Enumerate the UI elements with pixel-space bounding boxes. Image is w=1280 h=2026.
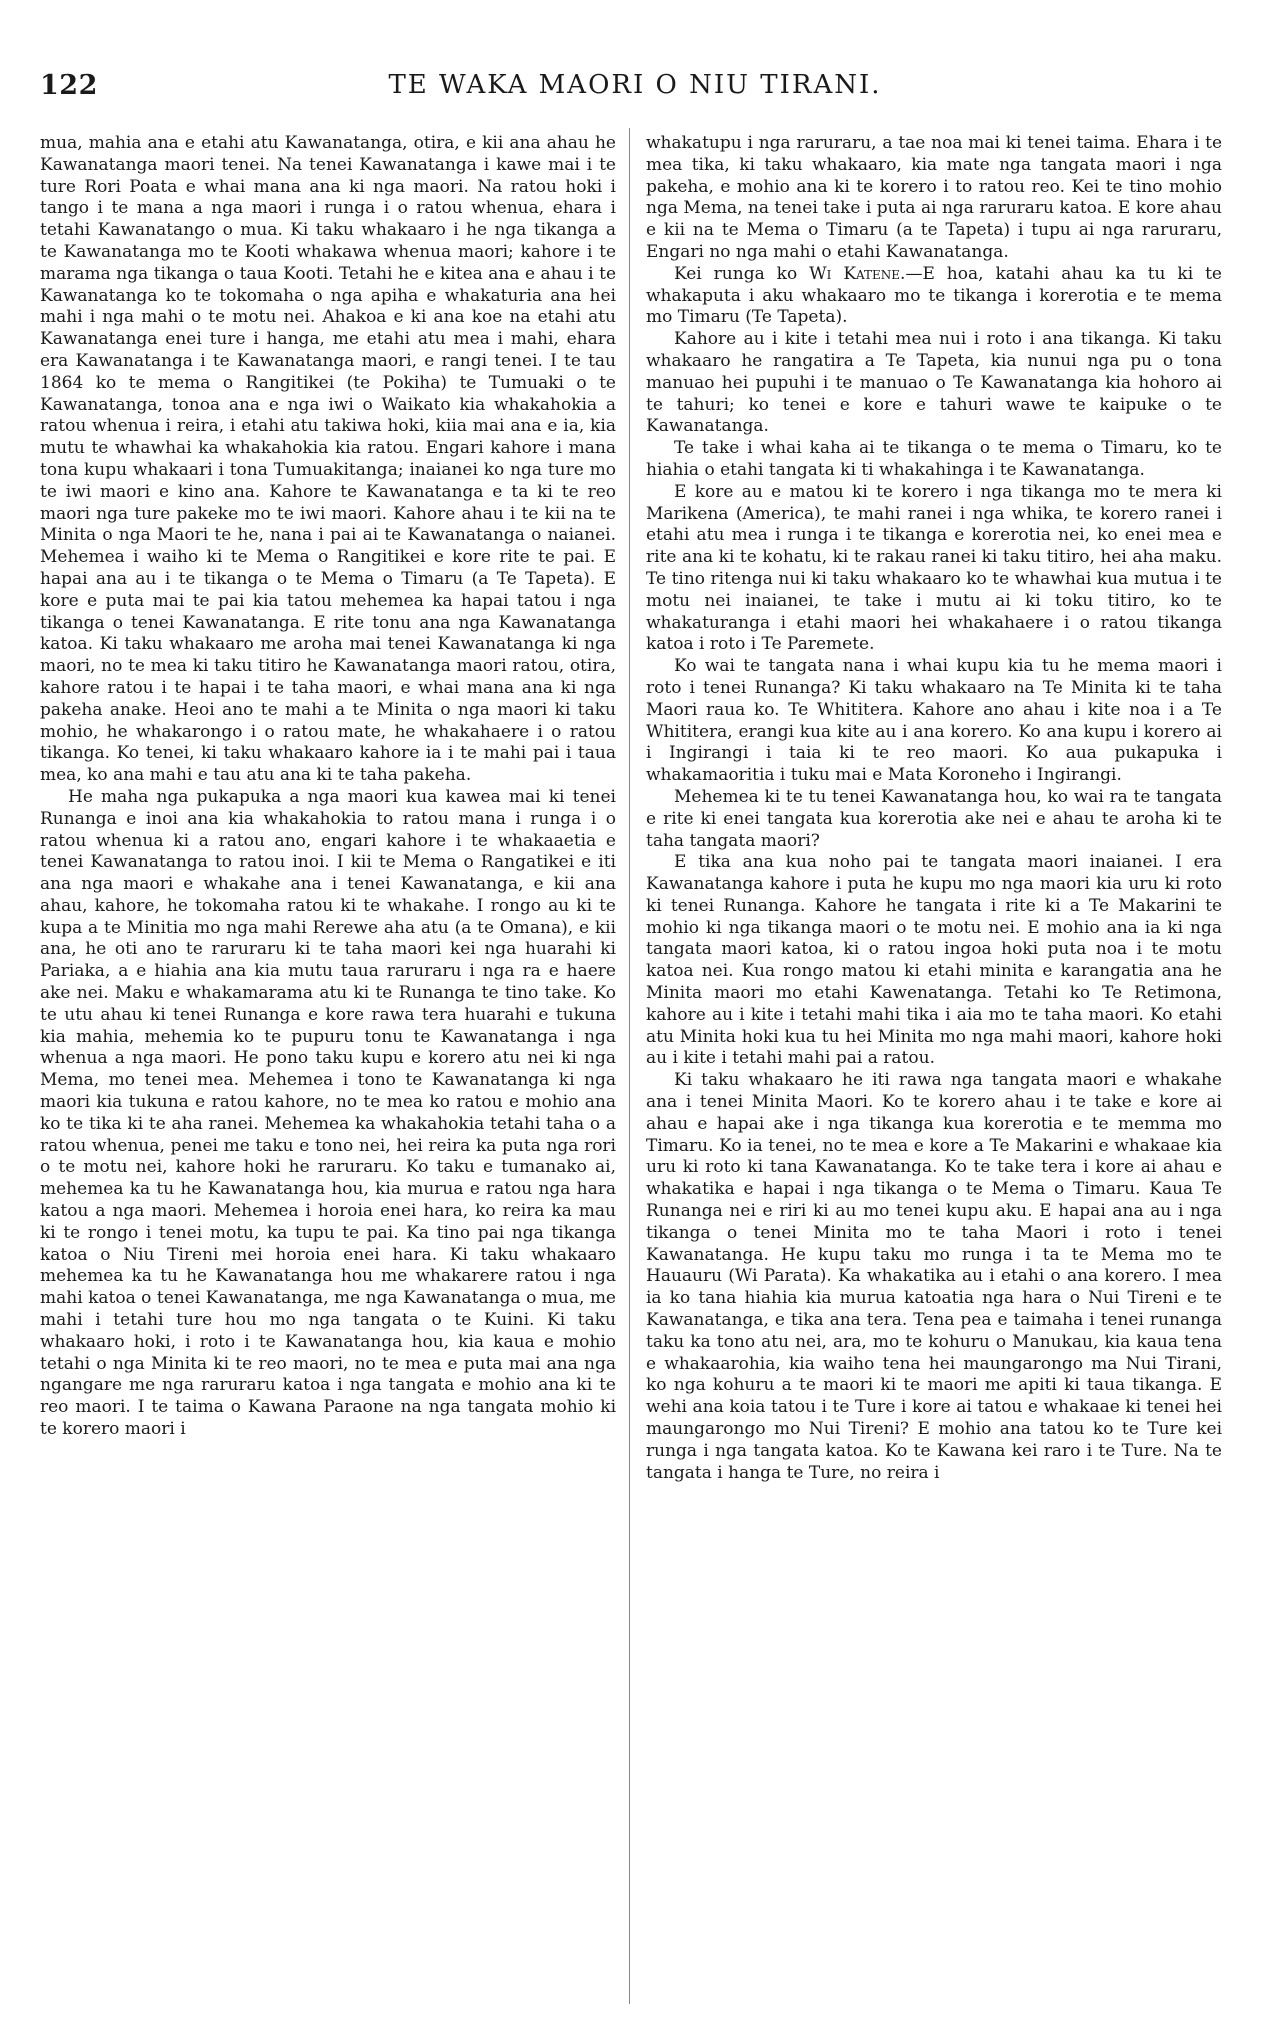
paragraph: He maha nga pukapuka a nga maori kua kawea mai ki tenei Runanga e inoi ana kia whakahokia to ratou mana i runga i o ratou whenua ki a ratou ano, engari kahore i te whakaaetia e tenei Kawanatanga to ratou inoi. I kii te Mema o Rangatikei e iti ana nga maori e whakahe ana i tenei Kawanatanga, e kii ana ahau, kahore, he tokomaha ratou ki te whakahe. I rongo au ki te kupa a te Minitia mo nga mahi Rerewe aha atu (a te Omana), e kii ana, he oti ano te raruraru ki te taha maori kei nga huarahi ki Pariaka, a e hiahia ana kia mutu taua raruraru i nga ra e haere ake nei. Maku e whakamarama atu ki te Runanga te tino take. Ko te utu ahau ki tenei Runanga e kore rawa tera huarahi e tukuna kia mahia, mehemia ko te pupuru tonu te Kawanatanga i nga whenua a nga maori. He pono taku kupu e korero atu nei ki nga Mema, mo tenei mea. Mehemea i tono te Kawanatanga ki nga maori kia tukuna e ratou kahore, no te mea ko ratou e mohio ana ko te tika ki te aha ranei. Mehemea ka whakahokia tetahi taha o a ratou whenua, penei me taku e tono nei, hei reira ka puta nga rori o te motu nei, kahore hoki he raruraru. Ko taku e tumanako ai, mehemea ka tu he Kawanatanga hou, kia murua e ratou nga hara katou a nga maori. Mehemea i horoia enei hara, ko reira ka mau ki te rongo i tenei motu, ka tupu te pai. Ka tino pai nga tikanga katoa o Niu Tireni mei horoia enei hara. Ki taku whakaaro mehemea ka tu he Kawanatanga hou me whakarere ratou i nga mahi katoa o tenei Kawanatanga, me nga Kawanatanga o mua, me mahi i tetahi ture hou mo nga tangata o te Kuini. Ki taku whakaaro hoki, i roto i te Kawanatanga hou, kia kaua e mohio tetahi o nga Minita ki te reo maori, no te mea e puta mai ana nga ngangare me nga raruraru katoa i nga tangata e mohio ana ki te reo maori. I te taima o Kawana Paraone na nga tangata mohio ki te korero maori i <box>40 786 616 1440</box>
running-title: TE WAKA MAORI O NIU TIRANI. <box>388 70 882 100</box>
paragraph: mua, mahia ana e etahi atu Kawanatanga, otira, e kii ana ahau he Kawanatanga maori tenei. Na tenei Kawanatanga i kawe mai i te ture Rori Poata e whai mana ana ki nga maori. Na ratou hoki i tango i te mana a nga maori i runga i o ratou whenua, ehara i tetahi Kawanatango o mua. Ki taku whakaaro i he nga tikanga a te Kawanatanga mo te Kooti whakawa whenua maori; kahore i te marama nga tikanga o taua Kooti. Tetahi he e kitea ana e ahau i te Kawanatanga ko te tokomaha o nga apiha e whakaturia ana hei mahi i nga mahi o te motu nei. Ahakoa e ki ana koe na etahi atu Kawanatanga enei ture i hanga, me etahi atu mea i mahi, ehara era Kawanatanga i te Kawanatanga maori, e rangi tenei. I te tau 1864 ko te mema o Rangitikei (te Pokiha) te Tumuaki o te Kawanatanga, tonoa ana e nga iwi o Waikato kia whakahokia a ratou whenua i reira, i etahi atu takiwa hoki, kiia mai ana e ia, kia mutu te whawhai ka whakahokia kia ratou. Engari kahore i mana tona kupu whakaari i tona Tumuakitanga; inaianei ko nga ture mo te iwi maori e kino ana. Kahore te Kawanatanga e ta ki te reo maori nga ture pakeke mo te iwi maori. Kahore ahau i te kii na te Minita o nga Maori te he, nana i pai ai te Kawanatanga o naianei. Mehemea i waiho ki te Mema o Rangitikei e kore rite te pai. E hapai ana au i te tikanga o te Mema o Timaru (a Te Tapeta). E kore e puta mai te pai kia tatou mehemea ka hapai tatou i nga tikanga o tenei Kawanatanga. E rite tonu ana nga Kawanatanga katoa. Ki taku whakaaro me aroha mai tenei Kawanatanga ki nga maori, no te mea ki taku titiro he Kawanatanga maori ratou, otira, kahore ratou i te hapai i te taha maori, e whai mana ana ki nga pakeha anake. Heoi ano te mahi a te Minita o nga maori ki taku mohio, he whakarongo i o ratou mate, he whakahaere i o ratou tikanga. Ko tenei, ki taku whakaaro kahore ia i te mahi pai i taua mea, ko ana mahi e tau atu ana ki te taha pakeha. <box>40 133 616 786</box>
paragraph: whakatupu i nga raruraru, a tae noa mai ki tenei taima. Ehara i te mea tika, ki taku whakaaro, kia mate nga tangata maori i nga pakeha, e mohio ana ki te korero i to ratou reo. Kei te tino mohio nga Mema, na tenei take i puta ai nga raruraru katoa. E kore ahau e kii na te Mema o Timaru (a te Tapeta) i tupu ai nga raruraru, Engari no nga mahi o etahi Kawanatanga. <box>646 133 1222 262</box>
page-number: 122 <box>40 70 98 101</box>
paragraph: E kore au e matou ki te korero i nga tikanga mo te mera ki Marikena (America), te mahi ranei i nga whika, te korero ranei i etahi atu mea i runga i te tikanga e korerotia nei, ko enei mea e rite ana ki te kohatu, ki te rakau ranei ki taku titiro, hei aha maku. Te tino ritenga nui ki taku whakaaro ko te whawhai kua mutua i te motu nei inaianei, te take i mutu ai ki toku titiro, ko te whakaturanga i etahi maori hei whakahaere i o ratou tikanga katoa i roto i Te Paremete. <box>646 481 1222 655</box>
paragraph: Ko wai te tangata nana i whai kupu kia tu he mema maori i roto i tenei Runanga? Ki taku whakaaro na Te Minita ki te taha Maori raua ko. Te Whititera. Kahore ano ahau i kite noa i a Te Whititera, erangi kua kite au i ana korero. Ko ana kupu i korero ai i Ingirangi i taia ki te reo maori. Ko aua pukapuka i whakamaoritia i tuku mai e Mata Koroneho i Ingirangi. <box>646 656 1222 786</box>
speech-lead: Kei runga ko <box>674 263 810 284</box>
paragraph: Ki taku whakaaro he iti rawa nga tangata maori e whakahe ana i tenei Minita Maori. Ko te korero ahau i te take e kore ai ahau e hapai ake i nga tikanga kua korerotia e te memma mo Timaru. Ko ia tenei, no te mea e kore a Te Makarini e whakaae kia uru ki roto ki tana Kawanatanga. Ko te take tera i kore ai ahau e whakatika e hapai i nga tikanga o te Mema o Timaru. Kaua Te Runanga nei e riri ki au mo tenei kupu aku. E hapai ana au i nga tikanga o tenei Minita mo te taha Maori i roto i tenei Kawanatanga. He kupu taku mo runga i ta te Mema mo te Hauauru (Wi Parata). Ka whakatika au i etahi o ana korero. I mea ia ko tana hiahia kia murua katoatia nga hara o Nui Tireni e te Kawanatanga, e tika ana tera. Tena pea e taimaha i tenei runanga taku ka tono atu nei, ara, mo te kohuru o Manukau, kia kaua tena e whakaarohia, kia waiho tena hei maungarongo ma Nui Tirani, ko nga kohuru a te maori ki te maori me apiti ki taua tikanga. E wehi ana koia tatou i te Ture i kore ai tatou e whakaae ki tenei hei maungarongo mo Nui Tireni? E mohio ana tatou ko te Ture kei runga i nga tangata katoa. Ko te Kawana kei raro i te Ture. Na te tangata i hanga te Ture, no reira i <box>646 1070 1222 1483</box>
paragraph: Kahore au i kite i tetahi mea nui i roto i ana tikanga. Ki taku whakaaro he rangatira a Te Tapeta, kia nunui nga pu o tona manuao hei pupuhi i te manuao o Te Kawanatanga kia hohoro ai te tahuri; ko tenei e kore e tahuri wawe te kaipuke o te Kawanatanga. <box>646 329 1222 437</box>
speech-text: .—E hoa, katahi ahau ka tu ki te whakaputa i aku whakaaro mo te tikanga i korerotia e te mema mo Timaru (Te Tapeta). <box>646 263 1222 328</box>
column-divider <box>629 128 630 2004</box>
paragraph: Mehemea ki te tu tenei Kawanatanga hou, ko wai ra te tangata e rite ki enei tangata kua korerotia ake nei e ahau te aroha ki te taha tangata maori? <box>646 786 1222 851</box>
paragraph: E tika ana kua noho pai te tangata maori inaianei. I era Kawanatanga kahore i puta he kupu mo nga maori kia uru ki roto ki tenei Runanga. Kahore he tangata i rite ki a Te Makarini te mohio ki nga tikanga maori o te motu nei. E mohio ana ia ki nga tangata maori katoa, ki o ratou ingoa hoki puta noa i te motu katoa nei. Kua rongo matou ki etahi minita e karangatia ana he Minita maori mo etahi Kawenatanga. Tetahi ko Te Retimona, kahore au i kite i tetahi mahi tika i aia mo te taha maori. Ko etahi atu Minita hoki kua tu hei Minita mo nga mahi maori, kahore hoki au i kite i tetahi mahi pai a ratou. <box>646 852 1222 1069</box>
speech-paragraph <box>646 264 1222 329</box>
left-column <box>40 133 616 1441</box>
speaker-name: Wi Katene <box>809 263 901 284</box>
paragraph: Te take i whai kaha ai te tikanga o te mema o Timaru, ko te hiahia o etahi tangata ki ti whakahinga i te Kawanatanga. <box>646 438 1222 480</box>
page-header <box>40 70 1230 120</box>
right-column <box>646 133 1222 1484</box>
